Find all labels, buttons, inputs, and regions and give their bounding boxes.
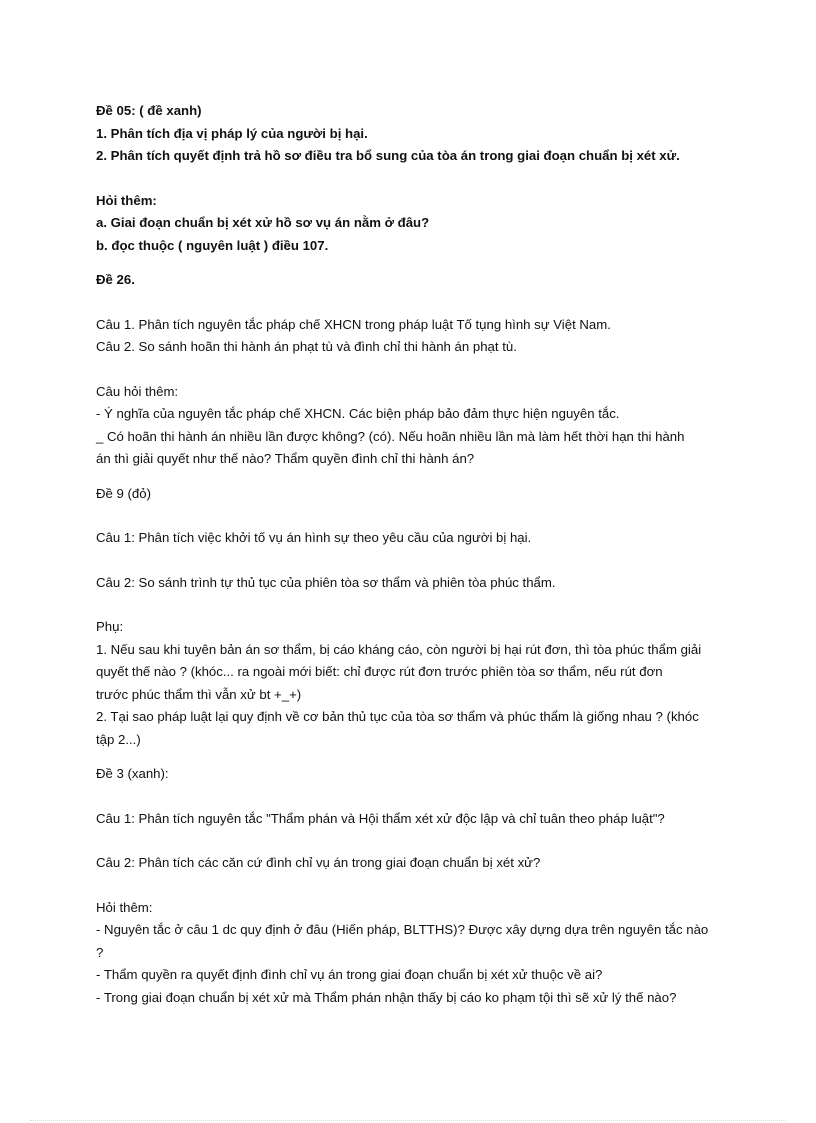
document-page — [96, 100, 726, 1009]
de05-question-2: 2. Phân tích quyết định trả hồ sơ điều tra bổ sung của tòa án trong giai đoạn chuẩn bị xét xử. — [96, 148, 680, 163]
de9-extra-1a: 1. Nếu sau khi tuyên bản án sơ thẩm, bị cáo kháng cáo, còn người bị hại rút đơn, thì tòa phúc thẩm giải — [96, 641, 702, 657]
de26-question-1: Câu 1. Phân tích nguyên tắc pháp chế XHCN trong pháp luật Tố tụng hình sự Việt Nam. — [96, 316, 611, 332]
de3-extra-1a: - Nguyên tắc ở câu 1 dc quy định ở đâu (Hiến pháp, BLTTHS)? Được xây dựng dựa trên nguyên tắc nào — [96, 922, 709, 937]
de9-extra-2a: 2. Tại sao pháp luật lại quy định về cơ bản thủ tục của tòa sơ thẩm và phúc thẩm là giống nhau ? (khóc — [96, 709, 699, 724]
de3-extra-1b: ? — [96, 944, 104, 960]
de05-extra-a: a. Giai đoạn chuẩn bị xét xử hồ sơ vụ án nằm ở đâu? — [96, 215, 430, 230]
de3-question-1: Câu 1: Phân tích nguyên tắc "Thẩm phán và Hội thẩm xét xử độc lập và chỉ tuân theo pháp luật"? — [96, 810, 665, 826]
de9-extra-title: Phụ: — [96, 619, 124, 634]
de9-extra-1c: trước phúc thẩm thì vẫn xử bt +_+) — [96, 686, 302, 702]
de26-extra-2b: án thì giải quyết như thế nào? Thẩm quyền đình chỉ thi hành án? — [96, 451, 475, 466]
de3-title: Đề 3 (xanh): — [96, 766, 169, 781]
de05-question-1: 1. Phân tích địa vị pháp lý của người bị hại. — [96, 125, 368, 141]
de26-extra-title: Câu hỏi thêm: — [96, 383, 179, 399]
de9-question-1: Câu 1: Phân tích việc khởi tố vụ án hình sự theo yêu cầu của người bị hại. — [96, 530, 532, 545]
de05-extra-title: Hỏi thêm: — [96, 192, 157, 208]
de9-extra-2b: tập 2...) — [96, 731, 141, 747]
de26-question-2: Câu 2. So sánh hoãn thi hành án phạt tù và đình chỉ thi hành án phạt tù. — [96, 339, 517, 354]
de9-title: Đề 9 (đỏ) — [96, 485, 151, 501]
de3-extra-2: - Thẩm quyền ra quyết định đình chỉ vụ án trong giai đoạn chuẩn bị xét xử thuộc về ai? — [96, 967, 603, 982]
de3-extra-title: Hỏi thêm: — [96, 899, 153, 915]
de9-extra-1b: quyết thế nào ? (khóc... ra ngoài mới biết: chỉ được rút đơn trước phiên tòa sơ thẩm, nếu rút đơn — [96, 664, 663, 679]
de05-extra-b: b. đọc thuộc ( nguyên luật ) điều 107. — [96, 237, 329, 253]
de9-question-2: Câu 2: So sánh trình tự thủ tục của phiên tòa sơ thẩm và phiên tòa phúc thẩm. — [96, 574, 556, 590]
page-bottom-divider — [30, 1120, 786, 1121]
de26-extra-2a: _ Có hoãn thi hành án nhiều lần được không? (có). Nếu hoãn nhiều lần mà làm hết thời hạn thi hành — [96, 428, 685, 444]
de05-title: Đề 05: ( đề xanh) — [96, 103, 202, 118]
de26-extra-1: - Ý nghĩa của nguyên tắc pháp chế XHCN. Các biện pháp bảo đảm thực hiện nguyên tắc. — [96, 406, 620, 421]
de3-extra-3: - Trong giai đoạn chuẩn bị xét xử mà Thẩm phán nhận thấy bị cáo ko phạm tội thì sẽ xử lý thế nào? — [96, 989, 677, 1005]
de3-question-2: Câu 2: Phân tích các căn cứ đình chỉ vụ án trong giai đoạn chuẩn bị xét xử? — [96, 855, 541, 870]
de26-title: Đề 26. — [96, 272, 135, 287]
